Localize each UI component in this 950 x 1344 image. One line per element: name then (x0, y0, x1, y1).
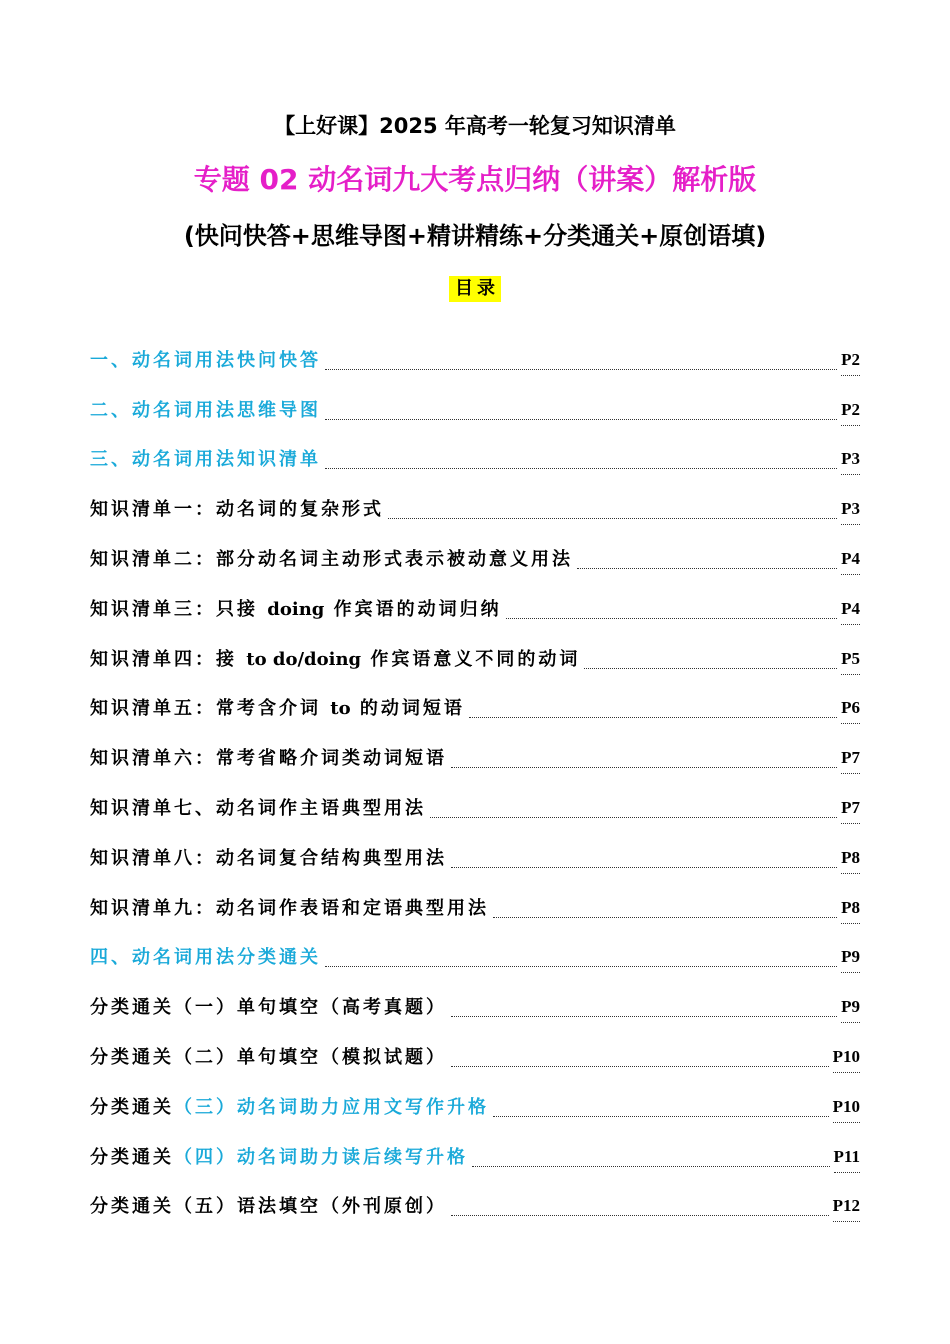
toc-entry-label (90, 746, 447, 774)
toc-entry-text: 知识清单五：常考含介词 (90, 698, 331, 720)
toc-page-number: P9 (841, 994, 860, 1023)
toc-entry-label (90, 696, 465, 724)
toc-entry-text: 知识清单一：动名词的复杂形式 (90, 499, 384, 521)
header-subtitle: (快问快答+思维导图+精讲精练+分类通关+原创语填) (183, 222, 767, 250)
toc-entry-label (90, 398, 321, 426)
toc-page-number: P7 (841, 745, 860, 774)
toc-page-number: P3 (841, 496, 860, 525)
toc-entry-text: 知识清单三：只接 (90, 598, 268, 620)
toc-leader-dots (430, 816, 837, 818)
toc-entry-text: （三）动名词助力应用文写作升格 (174, 1096, 489, 1118)
toc-page-number: P2 (841, 347, 860, 376)
toc-leader-dots (325, 467, 837, 469)
toc-entry-text: （四）动名词助力读后续写升格 (174, 1146, 468, 1168)
toc-entry-text: 四、动名词用法分类通关 (90, 947, 321, 969)
toc-page-number: P2 (841, 397, 860, 426)
table-of-contents (90, 326, 860, 1222)
toc-page-number: P10 (833, 1044, 860, 1073)
toc-entry-text: 知识清单二：部分动名词主动形式表示被动意义用法 (90, 548, 573, 570)
toc-page-number: P5 (841, 646, 860, 675)
toc-entry-label (90, 896, 489, 924)
toc-page-number: P11 (834, 1144, 860, 1173)
toc-entry[interactable] (90, 376, 860, 426)
toc-entry-text: 知识清单四：接 (90, 648, 247, 670)
toc-entry-text: 三、动名词用法知识清单 (90, 449, 321, 471)
toc-page-number: P12 (833, 1193, 860, 1222)
toc-entry-text: 知识清单八：动名词复合结构典型用法 (90, 847, 447, 869)
toc-leader-dots (325, 965, 837, 967)
toc-entry-label (90, 995, 447, 1023)
toc-entry[interactable] (90, 326, 860, 376)
toc-entry-text: 分类通关 (90, 1096, 174, 1118)
toc-entry-text: 分类通关（一）单句填空（高考真题） (90, 997, 447, 1019)
toc-entry[interactable] (90, 426, 860, 476)
toc-entry-text: 分类通关（二）单句填空（模拟试题） (90, 1046, 447, 1068)
toc-entry[interactable] (90, 675, 860, 725)
header-series-title: 【上好课】2025 年高考一轮复习知识清单 (274, 114, 676, 138)
toc-page-number: P8 (841, 895, 860, 924)
toc-leader-dots (493, 916, 837, 918)
toc-entry-text: 作宾语的动词归纳 (324, 598, 502, 620)
toc-entry-label (90, 1194, 447, 1222)
toc-entry[interactable] (90, 1123, 860, 1173)
toc-page-number: P6 (841, 695, 860, 724)
toc-entry-text: 二、动名词用法思维导图 (90, 399, 321, 421)
toc-page-number: P4 (841, 546, 860, 575)
toc-leader-dots (472, 1165, 830, 1167)
toc-leader-dots (451, 1015, 837, 1017)
toc-entry-text: 一、动名词用法快问快答 (90, 349, 321, 371)
toc-entry[interactable] (90, 774, 860, 824)
toc-entry-text: to (330, 698, 351, 720)
toc-leader-dots (493, 1115, 829, 1117)
toc-entry-label (90, 846, 447, 874)
toc-entry-label (90, 796, 426, 824)
toc-page-number: P3 (841, 446, 860, 475)
toc-heading: 目录 (449, 276, 501, 302)
toc-entry[interactable] (90, 824, 860, 874)
toc-page-number: P9 (841, 944, 860, 973)
toc-entry[interactable] (90, 1023, 860, 1073)
toc-entry-text: to do/doing (246, 648, 362, 670)
toc-leader-dots (451, 1065, 829, 1067)
toc-entry-text: 作宾语意义不同的动词 (361, 648, 581, 670)
toc-entry-label (90, 348, 321, 376)
toc-heading-wrap (0, 276, 950, 302)
toc-entry[interactable] (90, 924, 860, 974)
toc-page-number: P8 (841, 845, 860, 874)
toc-entry-text: 的动词短语 (350, 698, 465, 720)
toc-leader-dots (451, 866, 837, 868)
toc-page-number: P7 (841, 795, 860, 824)
toc-entry-text: 知识清单九：动名词作表语和定语典型用法 (90, 897, 489, 919)
toc-entry[interactable] (90, 874, 860, 924)
toc-entry-label (90, 647, 580, 675)
toc-page-number: P4 (841, 596, 860, 625)
toc-entry-label (90, 597, 502, 625)
toc-entry-label (90, 1095, 489, 1123)
toc-entry[interactable] (90, 625, 860, 675)
toc-leader-dots (325, 418, 837, 420)
toc-leader-dots (506, 617, 837, 619)
toc-entry-text: 知识清单六：常考省略介词类动词短语 (90, 748, 447, 770)
toc-entry[interactable] (90, 973, 860, 1023)
toc-entry-label (90, 945, 321, 973)
toc-leader-dots (469, 716, 837, 718)
toc-entry[interactable] (90, 1173, 860, 1223)
toc-entry[interactable] (90, 724, 860, 774)
toc-leader-dots (451, 1214, 829, 1216)
toc-leader-dots (577, 567, 837, 569)
toc-entry-text: 分类通关 (90, 1146, 174, 1168)
toc-page-number: P10 (833, 1094, 860, 1123)
toc-leader-dots (451, 766, 837, 768)
toc-entry-label (90, 547, 573, 575)
toc-leader-dots (584, 667, 837, 669)
toc-entry[interactable] (90, 525, 860, 575)
toc-entry-label (90, 497, 384, 525)
toc-entry-text: 知识清单七、动名词作主语典型用法 (90, 797, 426, 819)
header-topic-title: 专题 02 动名词九大考点归纳（讲案）解析版 (193, 163, 757, 196)
toc-entry[interactable] (90, 475, 860, 525)
toc-entry[interactable] (90, 575, 860, 625)
toc-entry-text: doing (267, 598, 325, 620)
toc-entry-label (90, 1045, 447, 1073)
toc-entry[interactable] (90, 1073, 860, 1123)
toc-entry-label (90, 447, 321, 475)
toc-entry-label (90, 1145, 468, 1173)
toc-leader-dots (325, 368, 837, 370)
toc-leader-dots (388, 517, 837, 519)
toc-entry-text: 分类通关（五）语法填空（外刊原创） (90, 1196, 447, 1218)
